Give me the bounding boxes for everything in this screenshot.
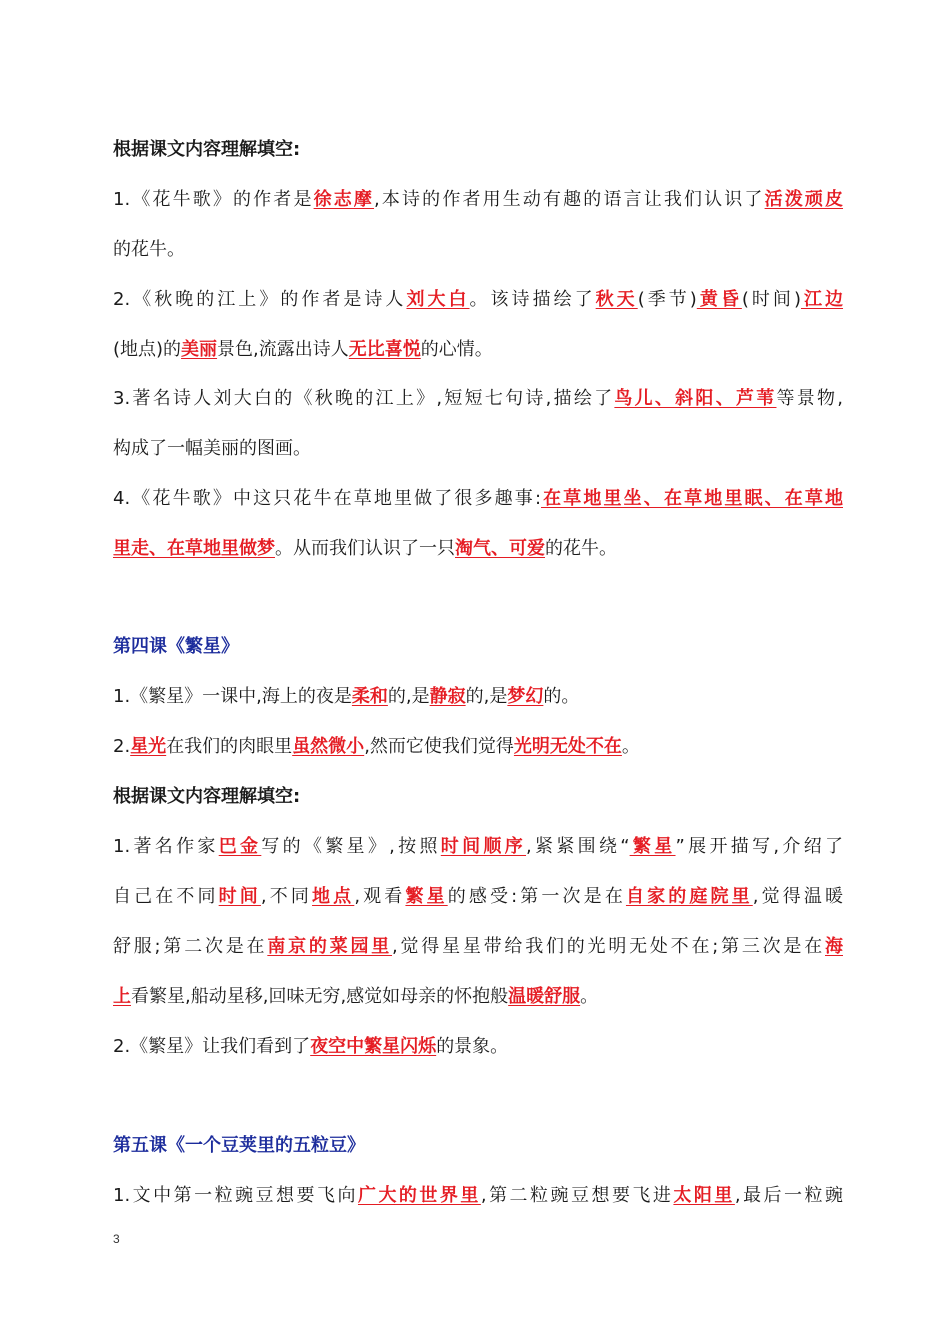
answer: 淘气、可爱: [455, 538, 545, 559]
text: 1.《花牛歌》的作者是: [113, 189, 314, 210]
answer: 静寂: [429, 686, 466, 707]
answer: 繁星: [629, 836, 676, 857]
text: 2.《繁星》让我们看到了: [113, 1036, 311, 1057]
question-line: [113, 1183, 843, 1209]
text: 自己在不同: [113, 886, 219, 907]
answer: 虽然微小: [292, 736, 365, 757]
text: ,然而它使我们觉得: [364, 736, 514, 757]
answer: 秋天: [595, 289, 638, 310]
section-prompt: 根据课文内容理解填空:: [113, 139, 301, 160]
answer: 刘大白: [406, 289, 470, 310]
answer: 自家的庭院里: [625, 886, 753, 907]
answer: 时间顺序: [440, 836, 527, 857]
question-line: [113, 684, 843, 710]
answer: 光明无处不在: [513, 736, 622, 757]
text: 4.《花牛歌》中这只花牛在草地里做了很多趣事:: [113, 488, 542, 509]
text: 的,是: [387, 686, 430, 707]
answer: 夜空中繁星闪烁: [310, 1036, 437, 1057]
question-line: [113, 536, 843, 562]
answer: 江边: [800, 289, 844, 310]
text: ,觉得温暖: [752, 886, 843, 907]
text: ,最后一粒豌: [734, 1185, 843, 1206]
answer: 鸟儿、斜阳、芦苇: [614, 388, 777, 409]
question-line: [113, 934, 843, 960]
answer: 广大的世界里: [357, 1185, 481, 1206]
text: 景色,流露出诗人: [217, 339, 349, 360]
text: 的花牛。: [113, 239, 185, 260]
answer: 上: [113, 986, 131, 1007]
answer: 巴金: [218, 836, 262, 857]
answer: 活泼顽皮: [764, 189, 844, 210]
answer: 美丽: [181, 339, 218, 360]
answer: 星光: [130, 736, 167, 757]
answer: 黄昏: [696, 289, 742, 310]
lesson-title: 第五课《一个豆荚里的五粒豆》: [113, 1135, 365, 1156]
text: ,觉得星星带给我们的光明无处不在;第三次是在: [392, 936, 825, 957]
answer: 太阳里: [673, 1185, 735, 1206]
section-prompt: 根据课文内容理解填空:: [113, 786, 301, 807]
answer: 南京的菜园里: [267, 936, 393, 957]
question-line: [113, 486, 843, 512]
answer: 繁星: [405, 886, 448, 907]
text: 。: [580, 986, 599, 1007]
question-line: [113, 386, 843, 412]
page-number: 3: [113, 1232, 120, 1246]
text: 1.文中第一粒豌豆想要飞向: [113, 1185, 358, 1206]
text: (季节): [637, 289, 697, 310]
text: 在我们的肉眼里: [166, 736, 293, 757]
lesson-title: 第四课《繁星》: [113, 636, 239, 657]
text: 的感受:第一次是在: [447, 886, 626, 907]
text: 2.: [113, 736, 131, 757]
question-line: [113, 884, 843, 910]
text: 的景象。: [436, 1036, 509, 1057]
text: ,本诗的作者用生动有趣的语言让我们认识了: [374, 189, 765, 210]
question-line: [113, 834, 843, 860]
text: ”展开描写,介绍了: [675, 836, 844, 857]
text: 1.《繁星》一课中,海上的夜是: [113, 686, 352, 707]
text: 。: [621, 736, 640, 757]
answer: 温暖舒服: [508, 986, 581, 1007]
text: ,观看: [354, 886, 406, 907]
answer: 时间: [218, 886, 261, 907]
text: 的心情。: [420, 339, 493, 360]
text: 的花牛。: [545, 538, 617, 559]
text: 构成了一幅美丽的图画。: [113, 438, 311, 459]
text: 1.著名作家: [113, 836, 219, 857]
answer: 柔和: [351, 686, 388, 707]
text: ,第二粒豌豆想要飞进: [480, 1185, 674, 1206]
answer: 梦幻: [507, 686, 544, 707]
answer: 徐志摩: [313, 189, 375, 210]
text: 。从而我们认识了一只: [275, 538, 455, 559]
question-line: [113, 984, 843, 1010]
question-line: [113, 734, 843, 760]
question-line: [113, 1034, 843, 1060]
text: 3.著名诗人刘大白的《秋晚的江上》,短短七句诗,描绘了: [113, 388, 615, 409]
text: 的,是: [465, 686, 508, 707]
text: 2.《秋晚的江上》的作者是诗人: [113, 289, 407, 310]
text: 写的《繁星》,按照: [261, 836, 441, 857]
answer: 无比喜悦: [348, 339, 421, 360]
text: ,紧紧围绕“: [526, 836, 630, 857]
answer: 里走、在草地里做梦: [113, 538, 275, 559]
question-line: [113, 436, 843, 462]
answer: 在草地里坐、在草地里眠、在草地: [541, 488, 843, 509]
question-line: [113, 337, 843, 363]
text: 看繁星,船动星移,回味无穷,感觉如母亲的怀抱般: [131, 986, 509, 1007]
text: 。该诗描绘了: [469, 289, 596, 310]
text: ,不同: [260, 886, 313, 907]
text: 的。: [543, 686, 580, 707]
question-line: [113, 287, 843, 313]
text: (地点)的: [113, 339, 182, 360]
answer: 地点: [312, 886, 355, 907]
text: (时间): [741, 289, 801, 310]
answer: 海: [825, 936, 843, 957]
question-line: [113, 237, 843, 263]
text: 舒服;第二次是在: [113, 936, 268, 957]
question-line: [113, 187, 843, 213]
text: 等景物,: [776, 388, 843, 409]
